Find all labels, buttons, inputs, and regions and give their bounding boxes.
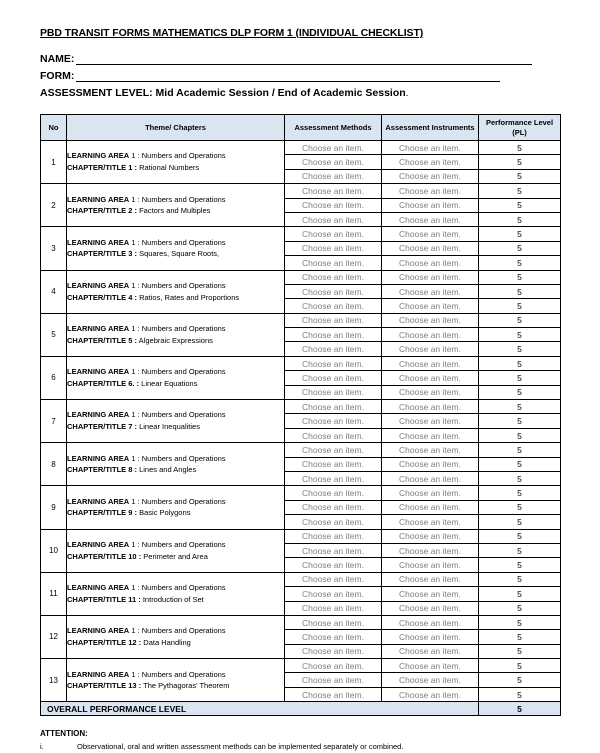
learning-area-label: LEARNING AREA (67, 540, 130, 549)
performance-level-cell[interactable]: 5 (479, 601, 561, 615)
performance-level-cell[interactable]: 5 (479, 141, 561, 155)
chapter-title: Linear Inequalities (137, 422, 200, 432)
assessment-instrument-dropdown[interactable]: Choose an item. (382, 500, 479, 514)
chapter-line (67, 378, 284, 390)
learning-area-value: 1 : Numbers and Operations (129, 237, 226, 247)
learning-area-value: 1 : Numbers and Operations (129, 410, 226, 420)
table-row (41, 659, 561, 673)
assessment-method-dropdown[interactable]: Choose an item. (285, 385, 382, 399)
learning-area-label: LEARNING AREA (67, 280, 130, 290)
assessment-instrument-dropdown[interactable]: Choose an item. (382, 270, 479, 284)
assessment-method-dropdown[interactable]: Choose an item. (285, 587, 382, 601)
row-number: 1 (41, 141, 67, 184)
assessment-instrument-dropdown[interactable]: Choose an item. (382, 471, 479, 485)
chapter-line (67, 421, 284, 433)
theme-cell (67, 313, 285, 356)
performance-level-cell[interactable]: 5 (479, 284, 561, 298)
assessment-instrument-dropdown[interactable]: Choose an item. (382, 328, 479, 342)
overall-value[interactable]: 5 (479, 702, 561, 716)
theme-cell (67, 270, 285, 313)
theme-cell (67, 227, 285, 270)
performance-level-cell[interactable]: 5 (479, 241, 561, 255)
assessment-instrument-dropdown[interactable]: Choose an item. (382, 284, 479, 298)
assessment-instrument-dropdown[interactable]: Choose an item. (382, 414, 479, 428)
assessment-method-dropdown[interactable]: Choose an item. (285, 428, 382, 442)
assessment-method-dropdown[interactable]: Choose an item. (285, 601, 382, 615)
assessment-instrument-dropdown[interactable]: Choose an item. (382, 342, 479, 356)
chapter-line (67, 464, 284, 476)
learning-area-label: LEARNING AREA (67, 453, 130, 463)
row-number: 12 (41, 615, 67, 658)
assessment-instrument-dropdown[interactable]: Choose an item. (382, 400, 479, 414)
performance-level-cell[interactable]: 5 (479, 414, 561, 428)
assessment-instrument-dropdown[interactable]: Choose an item. (382, 299, 479, 313)
assessment-method-dropdown[interactable]: Choose an item. (285, 572, 382, 586)
chapter-line (67, 162, 284, 174)
performance-level-cell[interactable]: 5 (479, 443, 561, 457)
overall-row (41, 702, 561, 716)
performance-level-cell[interactable]: 5 (479, 371, 561, 385)
assessment-instrument-dropdown[interactable]: Choose an item. (382, 169, 479, 183)
assessment-method-dropdown[interactable]: Choose an item. (285, 141, 382, 155)
performance-level-cell[interactable]: 5 (479, 356, 561, 370)
assessment-method-dropdown[interactable]: Choose an item. (285, 256, 382, 270)
row-number: 3 (41, 227, 67, 270)
assessment-instrument-dropdown[interactable]: Choose an item. (382, 356, 479, 370)
learning-area-value: 1 : Numbers and Operations (129, 496, 226, 506)
assessment-method-dropdown[interactable]: Choose an item. (285, 184, 382, 198)
assessment-instrument-dropdown[interactable]: Choose an item. (382, 644, 479, 658)
chapter-title: Squares, Square Roots, (137, 249, 220, 259)
assessment-instrument-dropdown[interactable]: Choose an item. (382, 155, 479, 169)
assessment-method-dropdown[interactable]: Choose an item. (285, 543, 382, 557)
learning-area-value: 1 : Numbers and Operations (129, 583, 226, 593)
attention-title: ATTENTION: (40, 729, 88, 738)
learning-area-value: 1 : Numbers and Operations (129, 151, 226, 161)
chapter-label: CHAPTER/TITLE (67, 637, 127, 647)
performance-level-cell[interactable]: 5 (479, 673, 561, 687)
assessment-instrument-dropdown[interactable]: Choose an item. (382, 141, 479, 155)
assessment-level-value: Mid Academic Session / End of Academic Session (155, 87, 406, 99)
performance-level-cell[interactable]: 5 (479, 169, 561, 183)
row-number: 11 (41, 572, 67, 615)
assessment-instrument-dropdown[interactable]: Choose an item. (382, 659, 479, 673)
assessment-instrument-dropdown[interactable]: Choose an item. (382, 515, 479, 529)
theme-cell (67, 615, 285, 658)
chapter-number: 10 : (126, 551, 142, 561)
chapter-line (67, 680, 284, 692)
learning-area-label: LEARNING AREA (67, 626, 130, 636)
performance-level-cell[interactable]: 5 (479, 299, 561, 313)
attention-note-number: i. (40, 742, 44, 751)
performance-level-cell[interactable]: 5 (479, 543, 561, 557)
theme-cell (67, 400, 285, 443)
assessment-method-dropdown[interactable]: Choose an item. (285, 198, 382, 212)
learning-area-line (67, 539, 284, 551)
learning-area-line (67, 366, 284, 378)
chapter-label: CHAPTER/TITLE (67, 249, 127, 259)
assessment-instrument-dropdown[interactable]: Choose an item. (382, 486, 479, 500)
assessment-instrument-dropdown[interactable]: Choose an item. (382, 457, 479, 471)
chapter-number: 8 : (126, 465, 138, 475)
row-number: 5 (41, 313, 67, 356)
chapter-title: Basic Polygons (137, 508, 191, 518)
assessment-method-dropdown[interactable]: Choose an item. (285, 400, 382, 414)
performance-level-cell[interactable]: 5 (479, 155, 561, 169)
performance-level-cell[interactable]: 5 (479, 227, 561, 241)
learning-area-line (67, 625, 284, 637)
assessment-level-suffix: . (405, 87, 409, 99)
assessment-method-dropdown[interactable]: Choose an item. (285, 615, 382, 629)
chapter-line (67, 248, 284, 260)
performance-level-cell[interactable]: 5 (479, 630, 561, 644)
assessment-method-dropdown[interactable]: Choose an item. (285, 241, 382, 255)
chapter-number: 3 : (126, 249, 138, 259)
table-row (41, 356, 561, 370)
chapter-number: 12 : (126, 637, 142, 647)
chapter-number: 9 : (126, 508, 138, 518)
row-number: 10 (41, 529, 67, 572)
chapter-title: Linear Equations (139, 378, 198, 388)
chapter-title: Factors and Multiples (137, 206, 211, 216)
chapter-number: 5 : (126, 335, 138, 345)
row-number: 2 (41, 184, 67, 227)
learning-area-value: 1 : Numbers and Operations (129, 540, 226, 549)
chapter-label: CHAPTER/TITLE (67, 292, 127, 302)
checklist-table (40, 114, 561, 716)
assessment-instrument-dropdown[interactable]: Choose an item. (382, 184, 479, 198)
assessment-method-dropdown[interactable]: Choose an item. (285, 457, 382, 471)
learning-area-line (67, 237, 284, 249)
learning-area-label: LEARNING AREA (67, 237, 130, 247)
assessment-instrument-dropdown[interactable]: Choose an item. (382, 572, 479, 586)
assessment-instrument-dropdown[interactable]: Choose an item. (382, 212, 479, 226)
performance-level-cell[interactable]: 5 (479, 400, 561, 414)
learning-area-line (67, 150, 284, 162)
chapter-line (67, 637, 284, 649)
assessment-method-dropdown[interactable]: Choose an item. (285, 155, 382, 169)
table-header-row (41, 115, 561, 141)
chapter-title: Algebraic Expressions (137, 335, 213, 345)
performance-level-cell[interactable]: 5 (479, 515, 561, 529)
learning-area-line (67, 409, 284, 421)
assessment-instrument-dropdown[interactable]: Choose an item. (382, 256, 479, 270)
performance-level-cell[interactable]: 5 (479, 659, 561, 673)
performance-level-cell[interactable]: 5 (479, 184, 561, 198)
table-row (41, 529, 561, 543)
name-input-line[interactable] (76, 64, 532, 65)
performance-level-cell[interactable]: 5 (479, 328, 561, 342)
learning-area-label: LEARNING AREA (67, 324, 130, 334)
learning-area-value: 1 : Numbers and Operations (129, 194, 226, 204)
assessment-method-dropdown[interactable]: Choose an item. (285, 687, 382, 701)
attention-note-text: Observational, oral and written assessment methods can be implemented separately or combined. (77, 742, 404, 751)
chapter-title: The Pythagoras' Theorem (141, 681, 230, 691)
assessment-instrument-dropdown[interactable]: Choose an item. (382, 615, 479, 629)
assessment-instrument-dropdown[interactable]: Choose an item. (382, 601, 479, 615)
table-row (41, 141, 561, 155)
assessment-method-dropdown[interactable]: Choose an item. (285, 270, 382, 284)
table-body (41, 141, 561, 702)
learning-area-value: 1 : Numbers and Operations (129, 324, 226, 334)
chapter-label: CHAPTER/TITLE (67, 465, 127, 475)
assessment-method-dropdown[interactable]: Choose an item. (285, 371, 382, 385)
performance-level-cell[interactable]: 5 (479, 644, 561, 658)
chapter-label: CHAPTER/TITLE (67, 206, 127, 216)
assessment-method-dropdown[interactable]: Choose an item. (285, 558, 382, 572)
learning-area-line (67, 453, 284, 465)
theme-cell (67, 529, 285, 572)
learning-area-value: 1 : Numbers and Operations (129, 453, 226, 463)
chapter-number: 4 : (126, 292, 138, 302)
assessment-method-dropdown[interactable]: Choose an item. (285, 500, 382, 514)
performance-level-cell[interactable]: 5 (479, 212, 561, 226)
assessment-instrument-dropdown[interactable]: Choose an item. (382, 198, 479, 212)
theme-cell (67, 572, 285, 615)
row-number: 4 (41, 270, 67, 313)
chapter-line (67, 551, 284, 563)
assessment-method-dropdown[interactable]: Choose an item. (285, 212, 382, 226)
learning-area-value: 1 : Numbers and Operations (129, 280, 226, 290)
assessment-instrument-dropdown[interactable]: Choose an item. (382, 241, 479, 255)
assessment-instrument-dropdown[interactable]: Choose an item. (382, 630, 479, 644)
assessment-method-dropdown[interactable]: Choose an item. (285, 169, 382, 183)
performance-level-cell[interactable]: 5 (479, 313, 561, 327)
chapter-line (67, 335, 284, 347)
assessment-instrument-dropdown[interactable]: Choose an item. (382, 587, 479, 601)
learning-area-value: 1 : Numbers and Operations (129, 626, 226, 636)
attention-note (40, 742, 560, 751)
assessment-method-dropdown[interactable]: Choose an item. (285, 630, 382, 644)
chapter-title: Introduction of Set (140, 594, 204, 604)
assessment-method-dropdown[interactable]: Choose an item. (285, 356, 382, 370)
learning-area-label: LEARNING AREA (67, 367, 130, 377)
row-number: 6 (41, 356, 67, 399)
chapter-title: Data Handling (141, 637, 191, 647)
table-row (41, 615, 561, 629)
chapter-line (67, 507, 284, 519)
performance-level-cell[interactable]: 5 (479, 385, 561, 399)
assessment-method-dropdown[interactable]: Choose an item. (285, 299, 382, 313)
chapter-number: 11 : (126, 594, 141, 604)
header-methods: Assessment Methods (285, 115, 382, 141)
assessment-instrument-dropdown[interactable]: Choose an item. (382, 443, 479, 457)
performance-level-cell[interactable]: 5 (479, 342, 561, 356)
assessment-instrument-dropdown[interactable]: Choose an item. (382, 529, 479, 543)
learning-area-line (67, 496, 284, 508)
performance-level-cell[interactable]: 5 (479, 572, 561, 586)
assessment-level-label: ASSESSMENT LEVEL: (40, 87, 153, 99)
assessment-method-dropdown[interactable]: Choose an item. (285, 644, 382, 658)
performance-level-cell[interactable]: 5 (479, 270, 561, 284)
performance-level-cell[interactable]: 5 (479, 198, 561, 212)
chapter-line (67, 292, 284, 304)
assessment-method-dropdown[interactable]: Choose an item. (285, 529, 382, 543)
chapter-line (67, 205, 284, 217)
theme-cell (67, 486, 285, 529)
table-row (41, 572, 561, 586)
chapter-label: CHAPTER/TITLE (67, 681, 127, 691)
learning-area-label: LEARNING AREA (67, 669, 130, 679)
learning-area-value: 1 : Numbers and Operations (129, 367, 226, 377)
header-theme: Theme/ Chapters (67, 115, 285, 141)
name-label: NAME: (40, 53, 75, 65)
performance-level-cell[interactable]: 5 (479, 558, 561, 572)
chapter-number: 13 : (126, 681, 142, 691)
performance-level-cell[interactable]: 5 (479, 428, 561, 442)
theme-cell (67, 184, 285, 227)
theme-cell (67, 659, 285, 702)
learning-area-label: LEARNING AREA (67, 194, 130, 204)
row-number: 8 (41, 443, 67, 486)
chapter-label: CHAPTER/TITLE (67, 378, 127, 388)
chapter-title: Ratios, Rates and Proportions (137, 292, 240, 302)
assessment-method-dropdown[interactable]: Choose an item. (285, 659, 382, 673)
chapter-number: 2 : (126, 206, 138, 216)
learning-area-line (67, 323, 284, 335)
header-performance: Performance Level (PL) (479, 115, 561, 141)
performance-level-cell[interactable]: 5 (479, 486, 561, 500)
performance-level-cell[interactable]: 5 (479, 471, 561, 485)
overall-label: OVERALL PERFORMANCE LEVEL (41, 702, 479, 716)
theme-cell (67, 356, 285, 399)
chapter-title: Rational Numbers (137, 163, 200, 173)
assessment-instrument-dropdown[interactable]: Choose an item. (382, 558, 479, 572)
assessment-method-dropdown[interactable]: Choose an item. (285, 328, 382, 342)
row-number: 7 (41, 400, 67, 443)
assessment-method-dropdown[interactable]: Choose an item. (285, 673, 382, 687)
assessment-instrument-dropdown[interactable]: Choose an item. (382, 227, 479, 241)
chapter-label: CHAPTER/TITLE (67, 335, 127, 345)
assessment-method-dropdown[interactable]: Choose an item. (285, 515, 382, 529)
performance-level-cell[interactable]: 5 (479, 500, 561, 514)
table-row (41, 313, 561, 327)
learning-area-value: 1 : Numbers and Operations (129, 669, 226, 679)
learning-area-label: LEARNING AREA (67, 583, 130, 593)
table-row (41, 486, 561, 500)
performance-level-cell[interactable]: 5 (479, 256, 561, 270)
chapter-title: Perimeter and Area (141, 551, 208, 561)
assessment-instrument-dropdown[interactable]: Choose an item. (382, 371, 479, 385)
table-row (41, 400, 561, 414)
learning-area-label: LEARNING AREA (67, 410, 130, 420)
learning-area-label: LEARNING AREA (67, 151, 130, 161)
chapter-number: 7 : (126, 422, 138, 432)
table-row (41, 270, 561, 284)
assessment-level (40, 87, 409, 99)
chapter-number: 6. : (126, 378, 140, 388)
assessment-method-dropdown[interactable]: Choose an item. (285, 486, 382, 500)
chapter-label: CHAPTER/TITLE (67, 163, 127, 173)
form-label: FORM: (40, 70, 75, 82)
learning-area-line (67, 280, 284, 292)
document-title: PBD TRANSIT FORMS MATHEMATICS DLP FORM 1 (INDIVIDUAL CHECKLIST) (40, 27, 424, 39)
learning-area-line (67, 669, 284, 681)
theme-cell (67, 443, 285, 486)
performance-level-cell[interactable]: 5 (479, 529, 561, 543)
row-number: 9 (41, 486, 67, 529)
header-no: No (41, 115, 67, 141)
assessment-method-dropdown[interactable]: Choose an item. (285, 227, 382, 241)
row-number: 13 (41, 659, 67, 702)
assessment-instrument-dropdown[interactable]: Choose an item. (382, 385, 479, 399)
chapter-label: CHAPTER/TITLE (67, 594, 127, 604)
assessment-instrument-dropdown[interactable]: Choose an item. (382, 687, 479, 701)
chapter-title: Lines and Angles (137, 465, 197, 475)
chapter-line (67, 594, 284, 606)
learning-area-line (67, 582, 284, 594)
assessment-method-dropdown[interactable]: Choose an item. (285, 471, 382, 485)
form-input-line[interactable] (76, 81, 500, 82)
theme-cell (67, 141, 285, 184)
performance-level-cell[interactable]: 5 (479, 457, 561, 471)
learning-area-label: LEARNING AREA (67, 496, 130, 506)
assessment-instrument-dropdown[interactable]: Choose an item. (382, 673, 479, 687)
table-row (41, 227, 561, 241)
chapter-label: CHAPTER/TITLE (67, 422, 127, 432)
chapter-number: 1 : (126, 163, 138, 173)
assessment-instrument-dropdown[interactable]: Choose an item. (382, 543, 479, 557)
table-row (41, 184, 561, 198)
chapter-label: CHAPTER/TITLE (67, 508, 127, 518)
assessment-method-dropdown[interactable]: Choose an item. (285, 443, 382, 457)
header-instruments: Assessment Instruments (382, 115, 479, 141)
assessment-method-dropdown[interactable]: Choose an item. (285, 313, 382, 327)
assessment-instrument-dropdown[interactable]: Choose an item. (382, 428, 479, 442)
assessment-instrument-dropdown[interactable]: Choose an item. (382, 313, 479, 327)
table-row (41, 443, 561, 457)
performance-level-cell[interactable]: 5 (479, 687, 561, 701)
assessment-method-dropdown[interactable]: Choose an item. (285, 342, 382, 356)
learning-area-line (67, 194, 284, 206)
assessment-method-dropdown[interactable]: Choose an item. (285, 414, 382, 428)
performance-level-cell[interactable]: 5 (479, 615, 561, 629)
chapter-label: CHAPTER/TITLE (67, 551, 127, 561)
assessment-method-dropdown[interactable]: Choose an item. (285, 284, 382, 298)
performance-level-cell[interactable]: 5 (479, 587, 561, 601)
